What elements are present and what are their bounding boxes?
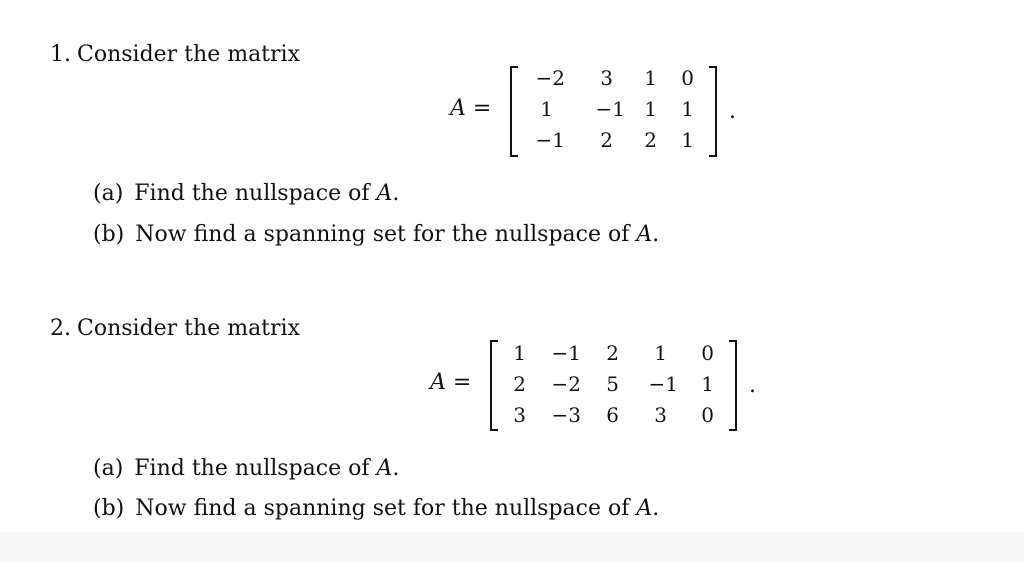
problem-2-matrix-lhs (430, 369, 471, 397)
problem-2-part-a (93, 455, 399, 483)
problem-2-matrix-cell: 0 (701, 341, 714, 365)
part-var: A (376, 181, 393, 206)
problem-2-matrix-cell: 3 (654, 403, 667, 427)
problem-1-matrix-cell: −1 (595, 97, 625, 121)
problem-2-matrix-cell: 1 (654, 341, 667, 365)
problem-1-part-b (93, 221, 659, 249)
part-end: . (652, 496, 660, 521)
problem-1-matrix-cell: 1 (644, 66, 657, 90)
problem-2-matrix-cell: 1 (513, 341, 526, 365)
problem-1-matrix-var: A (450, 96, 466, 121)
problem-1-part-a (93, 180, 399, 208)
problem-1-heading-text: Consider the matrix (77, 42, 300, 67)
problem-1-matrix-cell: −1 (535, 128, 565, 152)
part-end: . (652, 222, 660, 247)
problem-2-matrix-cell: −1 (648, 372, 678, 396)
part-label: (a) (93, 181, 124, 206)
problem-2-left-bracket (490, 340, 498, 431)
problem-2-matrix-cell: −2 (551, 372, 581, 396)
problem-1-heading (50, 41, 300, 69)
page-bottom-band (0, 532, 1024, 562)
problem-1-equals-sign: = (472, 96, 492, 121)
part-text: Now find a spanning set for the nullspace of (135, 222, 637, 247)
problem-2-number: 2. (50, 316, 71, 341)
problem-1-matrix-cell: 1 (681, 128, 694, 152)
problem-1-matrix-cell: 1 (644, 97, 657, 121)
problem-2-matrix-var: A (430, 370, 446, 395)
part-text: Find the nullspace of (134, 456, 377, 481)
problem-2-right-bracket (729, 340, 737, 431)
part-label: (a) (93, 456, 124, 481)
problem-2-matrix-period: . (749, 373, 756, 398)
problem-2-matrix-cell: 2 (513, 372, 526, 396)
problem-2-matrix-cell: 5 (606, 372, 619, 396)
part-end: . (392, 181, 400, 206)
problem-2-matrix-cell: −3 (551, 403, 581, 427)
problem-1-matrix-cell: 3 (600, 66, 613, 90)
problem-2-matrix-cell: 1 (701, 372, 714, 396)
part-end: . (392, 456, 400, 481)
part-var: A (636, 222, 653, 247)
part-label: (b) (93, 222, 125, 247)
problem-2-matrix-cell: 3 (513, 403, 526, 427)
problem-2-heading (50, 315, 300, 343)
problem-1-matrix-cell: 1 (681, 97, 694, 121)
problem-2-part-b (93, 495, 659, 523)
problem-1-matrix-cell: 2 (644, 128, 657, 152)
problem-1-matrix-cell: 1 (540, 97, 553, 121)
part-text: Find the nullspace of (134, 181, 377, 206)
problem-1-matrix-cell: −2 (535, 66, 565, 90)
part-var: A (376, 456, 393, 481)
problem-1-matrix-cell: 2 (600, 128, 613, 152)
problem-1-left-bracket (510, 66, 518, 157)
part-var: A (636, 496, 653, 521)
problem-2-heading-text: Consider the matrix (77, 316, 300, 341)
part-label: (b) (93, 496, 125, 521)
problem-2-matrix-cell: 2 (606, 341, 619, 365)
problem-2-equals-sign: = (452, 370, 472, 395)
problem-2-matrix-cell: 6 (606, 403, 619, 427)
problem-2-matrix-cell: 0 (701, 403, 714, 427)
problem-1-matrix-cell: 0 (681, 66, 694, 90)
problem-1-right-bracket (709, 66, 717, 157)
problem-1-number: 1. (50, 42, 71, 67)
problem-1-matrix-lhs (450, 95, 491, 123)
problem-1-matrix-period: . (729, 99, 736, 124)
problem-2-matrix-cell: −1 (551, 341, 581, 365)
part-text: Now find a spanning set for the nullspace of (135, 496, 637, 521)
